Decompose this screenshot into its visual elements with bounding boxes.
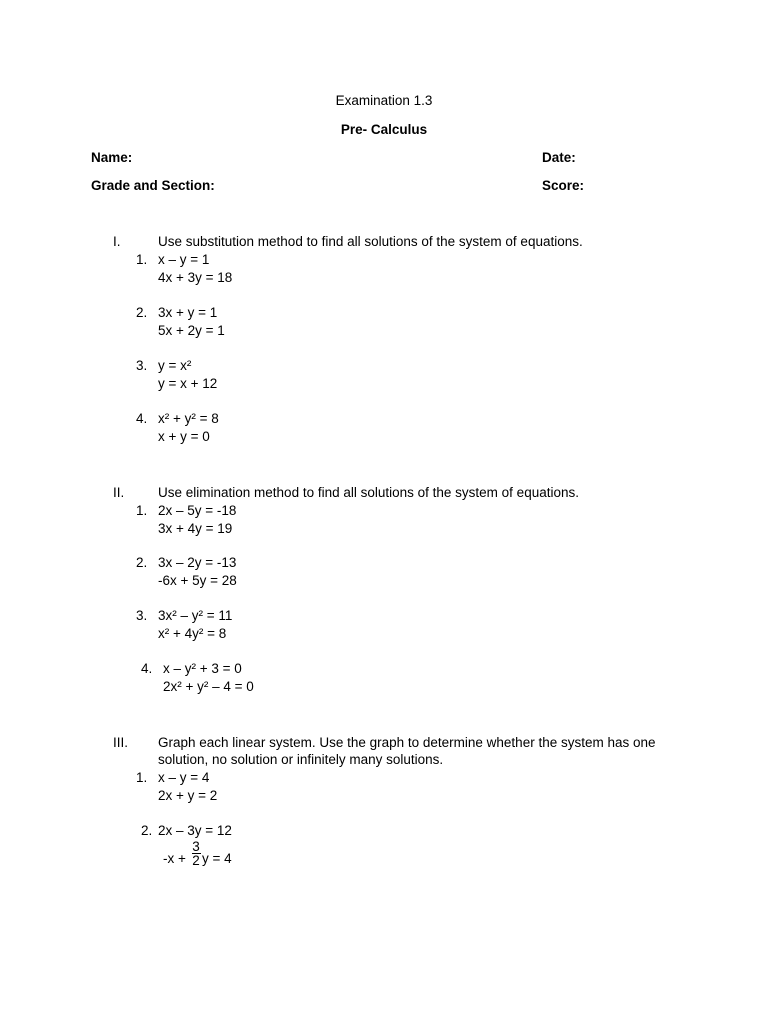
item-number: 3. xyxy=(136,358,148,373)
fraction-denominator: 2 xyxy=(192,853,200,868)
equation: 2x + y = 2 xyxy=(158,788,218,803)
item-number: 1. xyxy=(136,252,148,267)
section-instruction: Use elimination method to find all solutions of the system of equations. xyxy=(158,485,579,500)
equation: 3x – 2y = -13 xyxy=(158,555,237,570)
exam-title: Examination 1.3 xyxy=(335,93,433,108)
section-numeral: III. xyxy=(113,735,129,750)
item-number: 2. xyxy=(141,823,153,838)
equation: 2x – 5y = -18 xyxy=(158,503,237,518)
equation: x – y = 4 xyxy=(158,770,210,785)
section-numeral: II. xyxy=(113,485,125,500)
section-numeral: I. xyxy=(113,234,121,249)
equation: 3x + y = 1 xyxy=(158,305,218,320)
item-number: 1. xyxy=(136,770,148,785)
equation-prefix: -x + xyxy=(163,851,186,866)
equation: x² + 4y² = 8 xyxy=(158,626,227,641)
item-number: 3. xyxy=(136,608,148,623)
equation: 2x – 3y = 12 xyxy=(158,823,232,838)
item-number: 4. xyxy=(141,661,153,676)
equation: x² + y² = 8 xyxy=(158,411,219,426)
subject-title: Pre- Calculus xyxy=(340,122,428,137)
item-number: 2. xyxy=(136,555,148,570)
equation: -6x + 5y = 28 xyxy=(158,573,237,588)
equation: x – y² + 3 = 0 xyxy=(163,661,242,676)
equation: 3x + 4y = 19 xyxy=(158,521,233,536)
section-instruction: Graph each linear system. Use the graph to determine whether the system has one xyxy=(158,735,656,750)
equation: 5x + 2y = 1 xyxy=(158,323,225,338)
date-label: Date: xyxy=(542,150,576,165)
name-label: Name: xyxy=(91,150,133,165)
equation: 2x² + y² – 4 = 0 xyxy=(163,679,254,694)
item-number: 4. xyxy=(136,411,148,426)
section-instruction-continued: solution, no solution or infinitely many solutions. xyxy=(158,752,444,767)
score-label: Score: xyxy=(542,178,585,193)
equation: x – y = 1 xyxy=(158,252,210,267)
item-number: 1. xyxy=(136,503,148,518)
section-instruction: Use substitution method to find all solutions of the system of equations. xyxy=(158,234,583,249)
equation: 3x² – y² = 11 xyxy=(158,608,233,623)
equation: 4x + 3y = 18 xyxy=(158,270,233,285)
equation-suffix: y = 4 xyxy=(202,851,232,866)
fraction-numerator: 3 xyxy=(192,839,200,854)
fraction xyxy=(190,840,202,867)
equation: x + y = 0 xyxy=(158,429,210,444)
equation: y = x + 12 xyxy=(158,376,218,391)
grade-section-label: Grade and Section: xyxy=(91,178,215,193)
item-number: 2. xyxy=(136,305,148,320)
equation: y = x² xyxy=(158,358,192,373)
